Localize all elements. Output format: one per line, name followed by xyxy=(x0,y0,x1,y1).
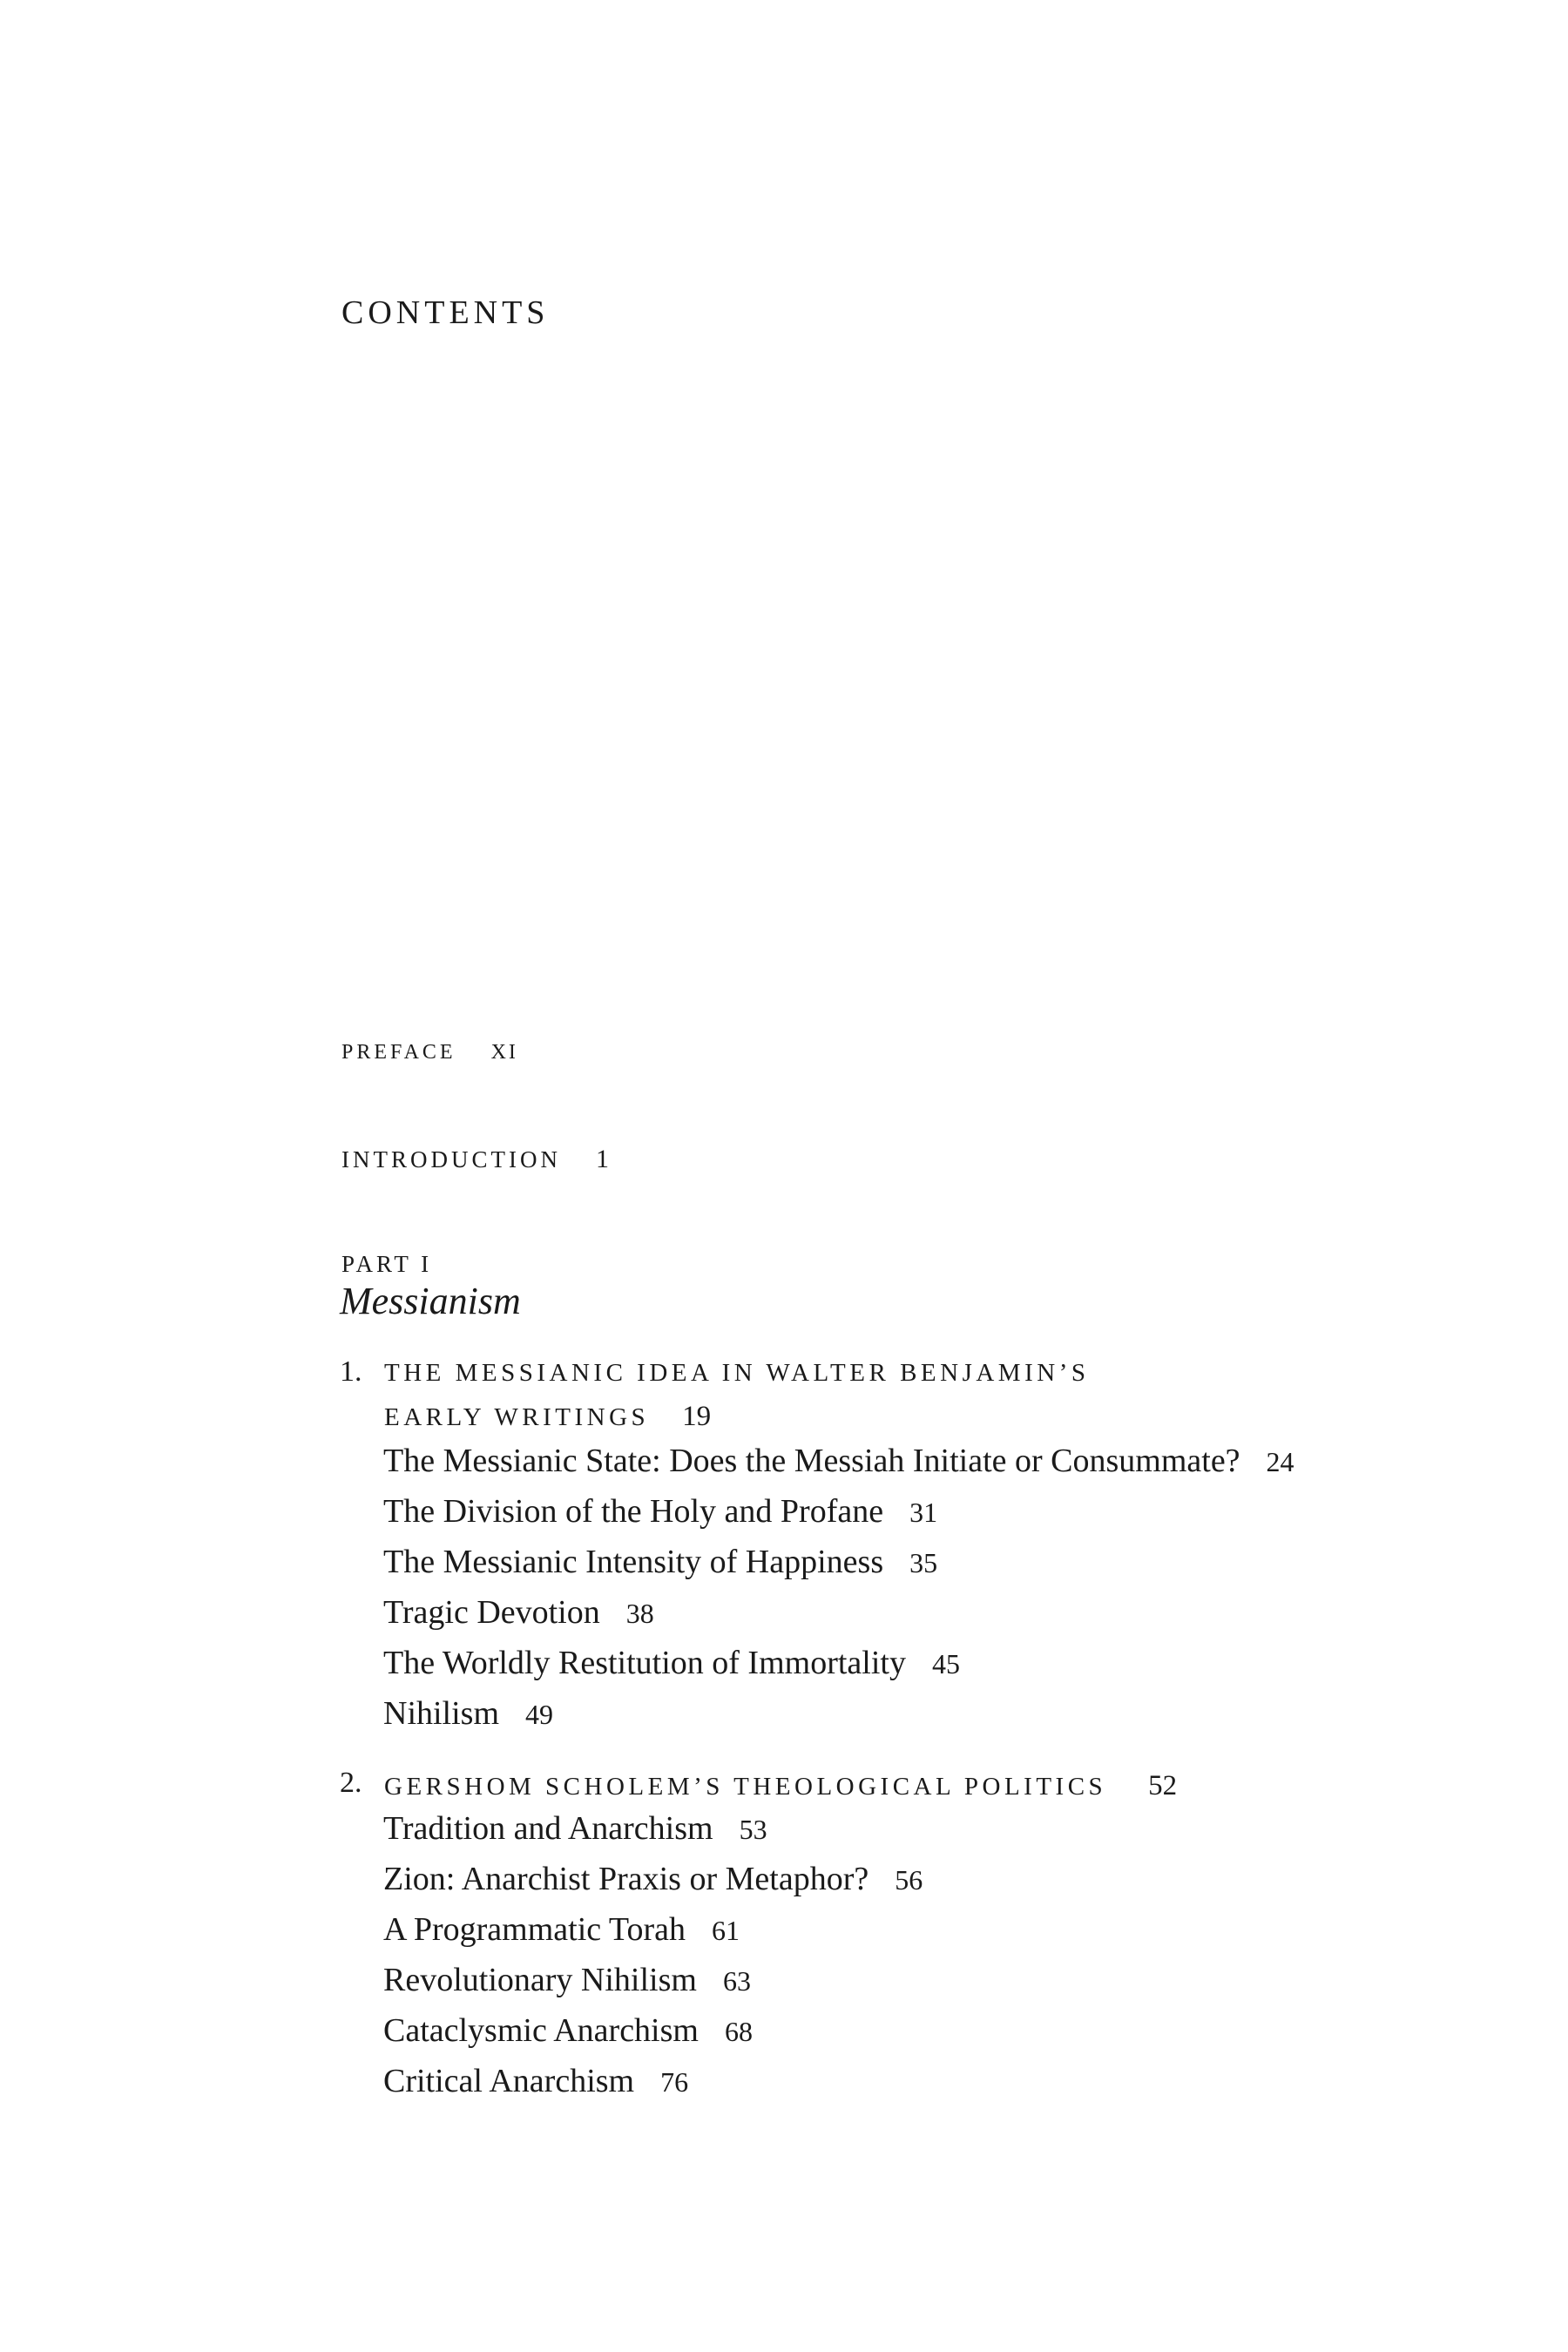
toc-section-title: Critical Anarchism xyxy=(383,2063,635,2099)
part-title: Messianism xyxy=(340,1280,521,1322)
toc-entry-label: INTRODUCTION xyxy=(341,1146,561,1173)
toc-section-title: Cataclysmic Anarchism xyxy=(383,2012,699,2049)
page-title: CONTENTS xyxy=(341,294,550,331)
toc-page-number: 31 xyxy=(909,1497,938,1528)
toc-entry-preface xyxy=(341,1042,518,1063)
chapter-title: THE MESSIANIC IDEA IN WALTER BENJAMIN’S xyxy=(384,1359,1090,1387)
chapter-number: 2. xyxy=(340,1767,362,1799)
toc-section-title: Revolutionary Nihilism xyxy=(383,1962,697,1998)
toc-section-entry xyxy=(383,1596,654,1629)
toc-section-entry xyxy=(383,1963,751,1997)
toc-section-entry xyxy=(383,1545,937,1578)
toc-section-title: The Worldly Restitution of Immortality xyxy=(383,1645,906,1681)
toc-page-number: 38 xyxy=(625,1598,654,1629)
toc-page-number: 52 xyxy=(1148,1770,1178,1801)
toc-section-entry xyxy=(383,1646,960,1680)
chapter-number: 1. xyxy=(340,1355,362,1388)
toc-section-entry xyxy=(383,1812,767,1845)
chapter-title-line2: EARLY WRITINGS xyxy=(384,1403,650,1431)
toc-entry-label: PREFACE xyxy=(341,1041,456,1064)
toc-section-entry xyxy=(383,2065,688,2098)
toc-page-number: 45 xyxy=(931,1648,960,1680)
chapter-title xyxy=(384,1772,1177,1801)
toc-section-entry xyxy=(383,1862,923,1896)
toc-section-title: A Programmatic Torah xyxy=(383,1911,686,1948)
toc-section-entry xyxy=(383,2014,753,2047)
toc-section-entry xyxy=(383,1444,1294,1477)
toc-page-number: 68 xyxy=(724,2016,753,2047)
toc-page-number: 61 xyxy=(712,1915,740,1946)
toc-section-title: Nihilism xyxy=(383,1695,500,1732)
toc-section-entry xyxy=(383,1697,553,1730)
toc-section-entry xyxy=(383,1495,937,1528)
toc-section-title: The Division of the Holy and Profane xyxy=(383,1493,884,1530)
toc-page-number: 1 xyxy=(595,1145,609,1173)
toc-page-number: 35 xyxy=(909,1547,938,1578)
toc-page-number: 24 xyxy=(1266,1446,1294,1477)
toc-page-number: 49 xyxy=(525,1699,554,1730)
toc-page-number: 76 xyxy=(660,2066,689,2098)
toc-page-number: 63 xyxy=(722,1965,751,1997)
chapter-title-continued xyxy=(384,1402,711,1431)
toc-section-title: Tradition and Anarchism xyxy=(383,1810,713,1847)
toc-section-title: Zion: Anarchist Praxis or Metaphor? xyxy=(383,1861,869,1897)
toc-page-number: 56 xyxy=(895,1864,923,1896)
toc-entry-introduction xyxy=(341,1146,609,1173)
toc-section-title: Tragic Devotion xyxy=(383,1594,600,1631)
toc-page-number: XI xyxy=(490,1041,518,1064)
part-label: PART I xyxy=(341,1251,433,1277)
chapter-title-text: GERSHOM SCHOLEM’S THEOLOGICAL POLITICS xyxy=(384,1773,1107,1801)
toc-page-number: 53 xyxy=(739,1814,767,1845)
toc-section-title: The Messianic Intensity of Happiness xyxy=(383,1544,884,1580)
toc-section-title: The Messianic State: Does the Messiah Initiate or Consummate? xyxy=(383,1443,1240,1479)
toc-section-entry xyxy=(383,1913,740,1946)
toc-page-number: 19 xyxy=(682,1401,712,1432)
